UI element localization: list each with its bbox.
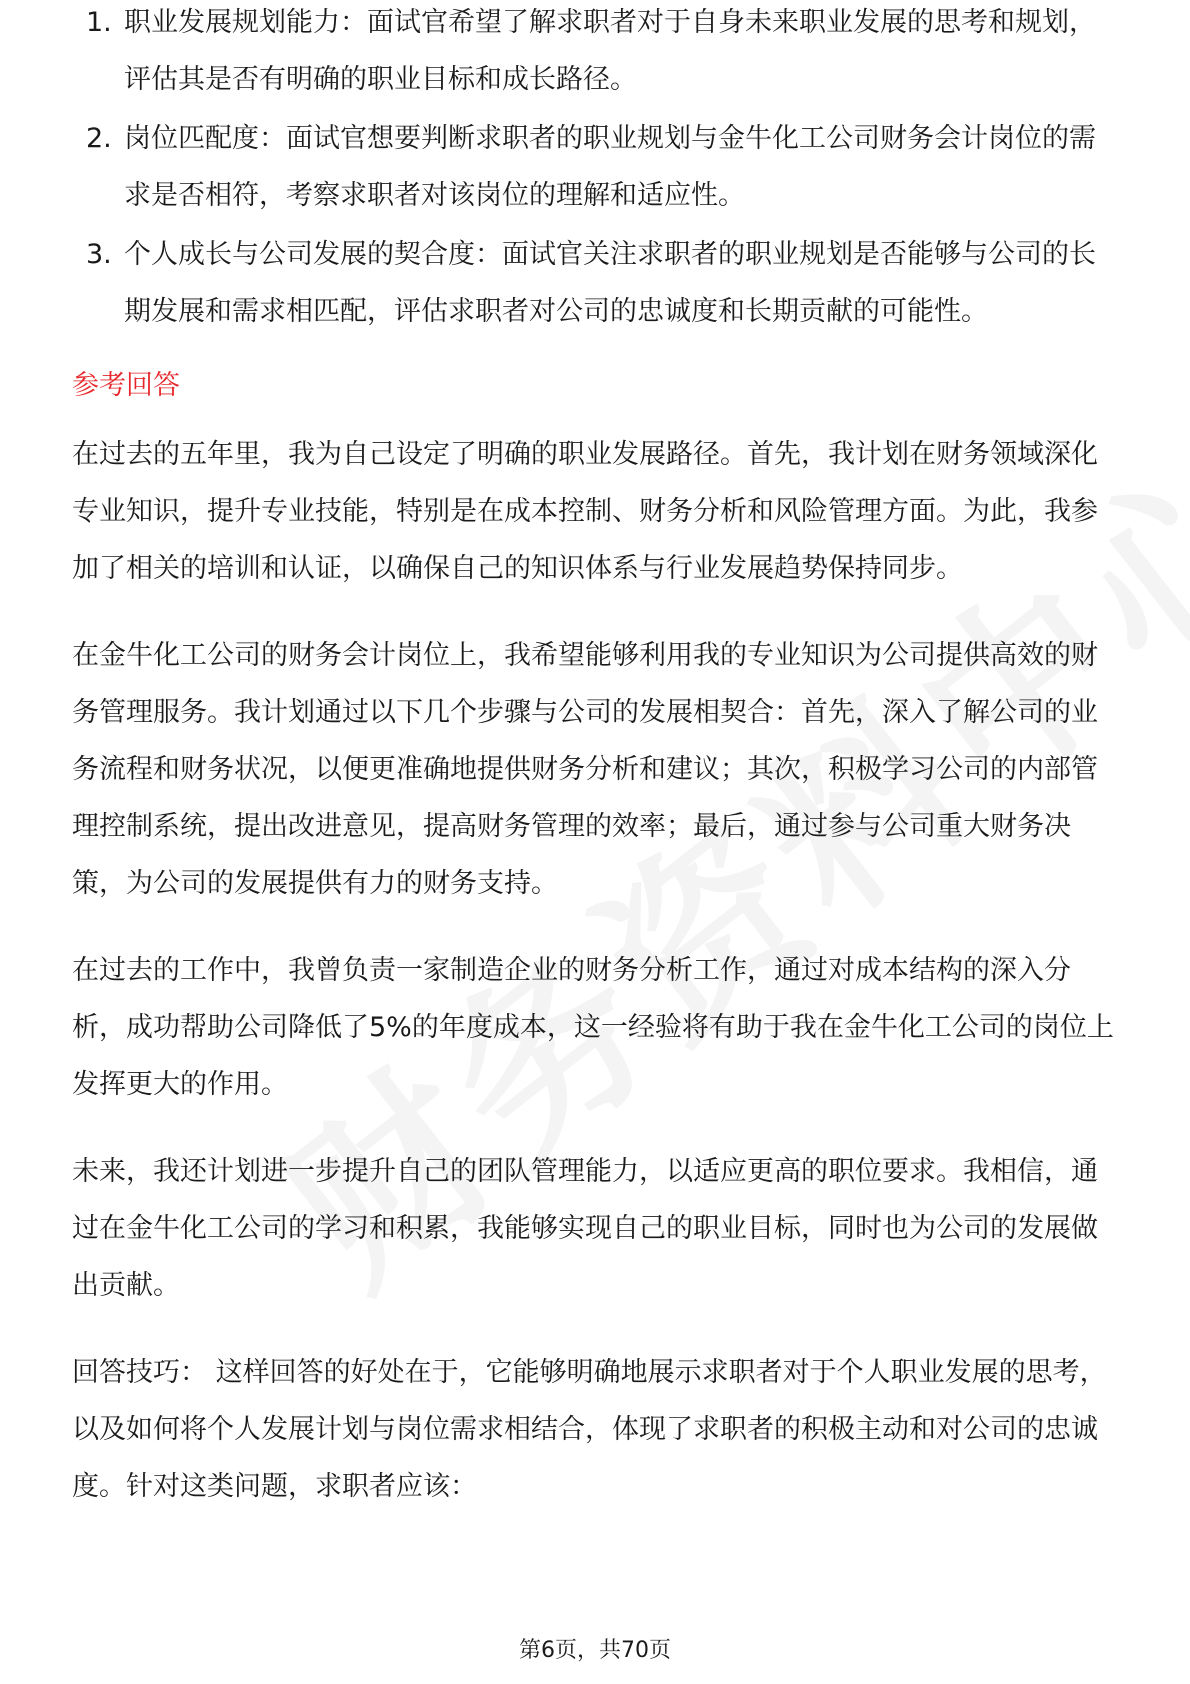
answer-paragraph: 未来，我还计划进一步提升自己的团队管理能力，以适应更高的职位要求。我相信，通过在金牛化工公司的学习和积累，我能够实现自己的职业目标，同时也为公司的发展做出贡献。 [72, 1156, 1098, 1301]
list-item [72, 110, 1122, 224]
page-number: 第6页，共70页 [519, 1638, 671, 1663]
criteria-list [72, 0, 1122, 340]
list-item-text: 个人成长与公司发展的契合度：面试官关注求职者的职业规划是否能够与公司的长期发展和需求相匹配，评估求职者对公司的忠诚度和长期贡献的可能性。 [124, 239, 1096, 327]
answer-paragraph: 在过去的五年里，我为自己设定了明确的职业发展路径。首先，我计划在财务领域深化专业知识，提升专业技能，特别是在成本控制、财务分析和风险管理方面。为此，我参加了相关的培训和认证，以确保自己的知识体系与行业发展趋势保持同步。 [72, 439, 1098, 584]
page-content [72, 7, 1122, 1515]
list-item [72, 226, 1122, 340]
list-number: 2. [86, 123, 112, 154]
list-item-text: 职业发展规划能力：面试官希望了解求职者对于自身未来职业发展的思考和规划，评估其是否有明确的职业目标和成长路径。 [124, 7, 1096, 95]
list-item-text: 岗位匹配度：面试官想要判断求职者的职业规划与金牛化工公司财务会计岗位的需求是否相符，考察求职者对该岗位的理解和适应性。 [124, 123, 1096, 211]
list-number: 1. [86, 7, 112, 38]
list-item [72, 0, 1122, 108]
list-number: 3. [86, 239, 112, 270]
answer-paragraph: 在过去的工作中，我曾负责一家制造企业的财务分析工作，通过对成本结构的深入分析，成功帮助公司降低了5%的年度成本，这一经验将有助于我在金牛化工公司的岗位上发挥更大的作用。 [72, 955, 1114, 1100]
section-title: 参考回答 [72, 370, 180, 401]
answer-tips: 回答技巧： 这样回答的好处在于，它能够明确地展示求职者对于个人职业发展的思考，以及如何将个人发展计划与岗位需求相结合，体现了求职者的积极主动和对公司的忠诚度。针对这类问题，求职者应该： [72, 1357, 1107, 1502]
answer-paragraph: 在金牛化工公司的财务会计岗位上，我希望能够利用我的专业知识为公司提供高效的财务管理服务。我计划通过以下几个步骤与公司的发展相契合：首先，深入了解公司的业务流程和财务状况，以便更准确地提供财务分析和建议；其次，积极学习公司的内部管理控制系统，提出改进意见，提高财务管理的效率；最后，通过参与公司重大财务决策，为公司的发展提供有力的财务支持。 [72, 640, 1098, 899]
